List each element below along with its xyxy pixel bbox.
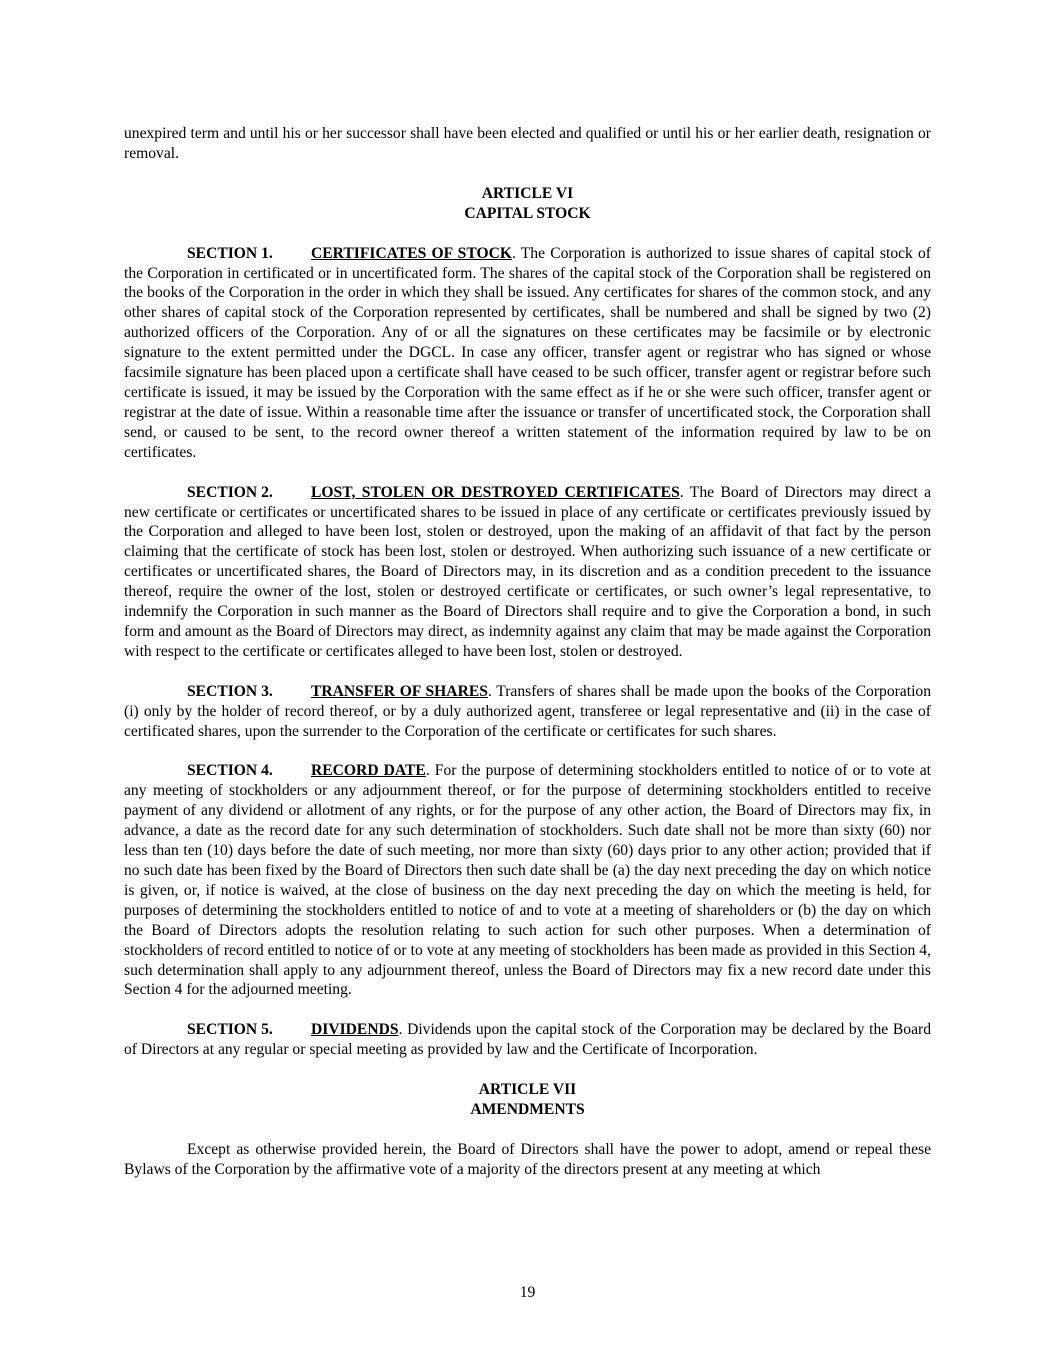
section-4-text: . For the purpose of determining stockholders entitled to notice of or to vote at any meeting of stockholders or any adjournment thereof, or for the purpose of determining stockholders entitled to receive payment of any dividend or allotment of any rights, or for the purpose of any other action, the Board of Directors may fix, in advance, a date as the record date for any such determination of stockholders. Such date shall not be more than sixty (60) nor less than ten (10) days before the date of such meeting, nor more than sixty (60) days prior to any other action; provided that if no such date has been fixed by the Board of Directors then such date shall be (a) the day next preceding the day on which notice is given, or, if notice is waived, at the close of business on the day next preceding the day on which the meeting is held, for purposes of determining the stockholders entitled to notice of and to vote at a meeting of shareholders or (b) the day on which the Board of Directors adopts the resolution relating to such action for such other purposes. When a determination of stockholders of record entitled to notice of or to vote at any meeting of stockholders has been made as provided in this Section 4, such determination shall apply to any adjournment thereof, unless the Board of Directors may fix a new record date under this Section 4 for the adjourned meeting. — [124, 762, 931, 999]
article-vii-paragraph: Except as otherwise provided herein, the Board of Directors shall have the power to adopt, amend or repeal these Bylaws of the Corporation by the affirmative vote of a majority of the directors present at any meeting at which — [124, 1140, 931, 1178]
section-4-paragraph — [124, 761, 931, 1000]
section-5-text: . Dividends upon the capital stock of the Corporation may be declared by the Board of Directors at any regular or special meeting as provided by law and the Certificate of Incorporation. — [124, 1021, 931, 1059]
document-page — [124, 124, 931, 1180]
article-vi-number: ARTICLE VI — [481, 184, 574, 202]
section-5-paragraph — [124, 1020, 931, 1060]
section-3-paragraph — [124, 682, 931, 742]
section-1-label: SECTION 1. — [187, 244, 273, 262]
page-number: 19 — [519, 1284, 536, 1301]
section-2-label: SECTION 2. — [187, 483, 273, 501]
section-3-label: SECTION 3. — [187, 682, 273, 700]
section-2-text: . The Board of Directors may direct a new certificate or certificates or uncertificated shares to be issued in place of any certificate or certificates previously issued by the Corporation and alleged to have been lost, stolen or destroyed, upon the making of an affidavit of that fact by the person claiming that the certificate of stock has been lost, stolen or destroyed. When authorizing such issuance of a new certificate or certificates or uncertificated shares, the Board of Directors may, in its discretion and as a condition precedent to the issuance thereof, require the owner of the lost, stolen or destroyed certificate or certificates, or such owner’s legal representative, to indemnify the Corporation in such manner as the Board of Directors shall require and to give the Corporation a bond, in such form and amount as the Board of Directors may direct, as indemnity against any claim that may be made against the Corporation with respect to the certificate or certificates alleged to have been lost, stolen or destroyed. — [124, 483, 931, 660]
intro-paragraph: unexpired term and until his or her successor shall have been elected and qualified or until his or her earlier death, resignation or removal. — [124, 125, 931, 162]
article-vi-title: CAPITAL STOCK — [464, 204, 591, 222]
section-4-label: SECTION 4. — [187, 762, 273, 780]
article-vii-number: ARTICLE VII — [478, 1081, 577, 1099]
section-2-title: LOST, STOLEN OR DESTROYED CERTIFICATES — [311, 483, 680, 501]
section-3-text: . Transfers of shares shall be made upon the books of the Corporation (i) only by the holder of record thereof, or by a duly authorized agent, transferee or legal representative and (ii) in the case of certificated shares, upon the surrender to the Corporation of the certificate or certificates for such shares. — [124, 682, 931, 740]
section-2-paragraph — [124, 483, 931, 662]
section-5-label: SECTION 5. — [187, 1021, 273, 1039]
section-1-text: . The Corporation is authorized to issue shares of capital stock of the Corporation in certificated or in uncertificated form. The shares of the capital stock of the Corporation shall be registered on the books of the Corporation in the order in which they shall be issued. Any certificates for shares of the common stock, and any other shares of capital stock of the Corporation represented by certificates, shall be numbered and shall be signed by two (2) authorized officers of the Corporation. Any of or all the signatures on these certificates may be facsimile or by electronic signature to the extent permitted under the DGCL. In case any officer, transfer agent or registrar who has signed or whose facsimile signature has been placed upon a certificate shall have ceased to be such officer, transfer agent or registrar before such certificate is issued, it may be issued by the Corporation with the same effect as if he or she were such officer, transfer agent or registrar at the date of issue. Within a reasonable time after the issuance or transfer of uncertificated stock, the Corporation shall send, or caused to be sent, to the record owner thereof a written statement of the information required by law to be on certificates. — [124, 244, 931, 461]
article-vii-title: AMENDMENTS — [470, 1101, 585, 1119]
section-5-title: DIVIDENDS — [311, 1021, 399, 1039]
section-4-title: RECORD DATE — [311, 762, 426, 780]
section-1-paragraph — [124, 244, 931, 463]
section-1-title: CERTIFICATES OF STOCK — [311, 244, 512, 262]
section-3-title: TRANSFER OF SHARES — [311, 682, 488, 700]
